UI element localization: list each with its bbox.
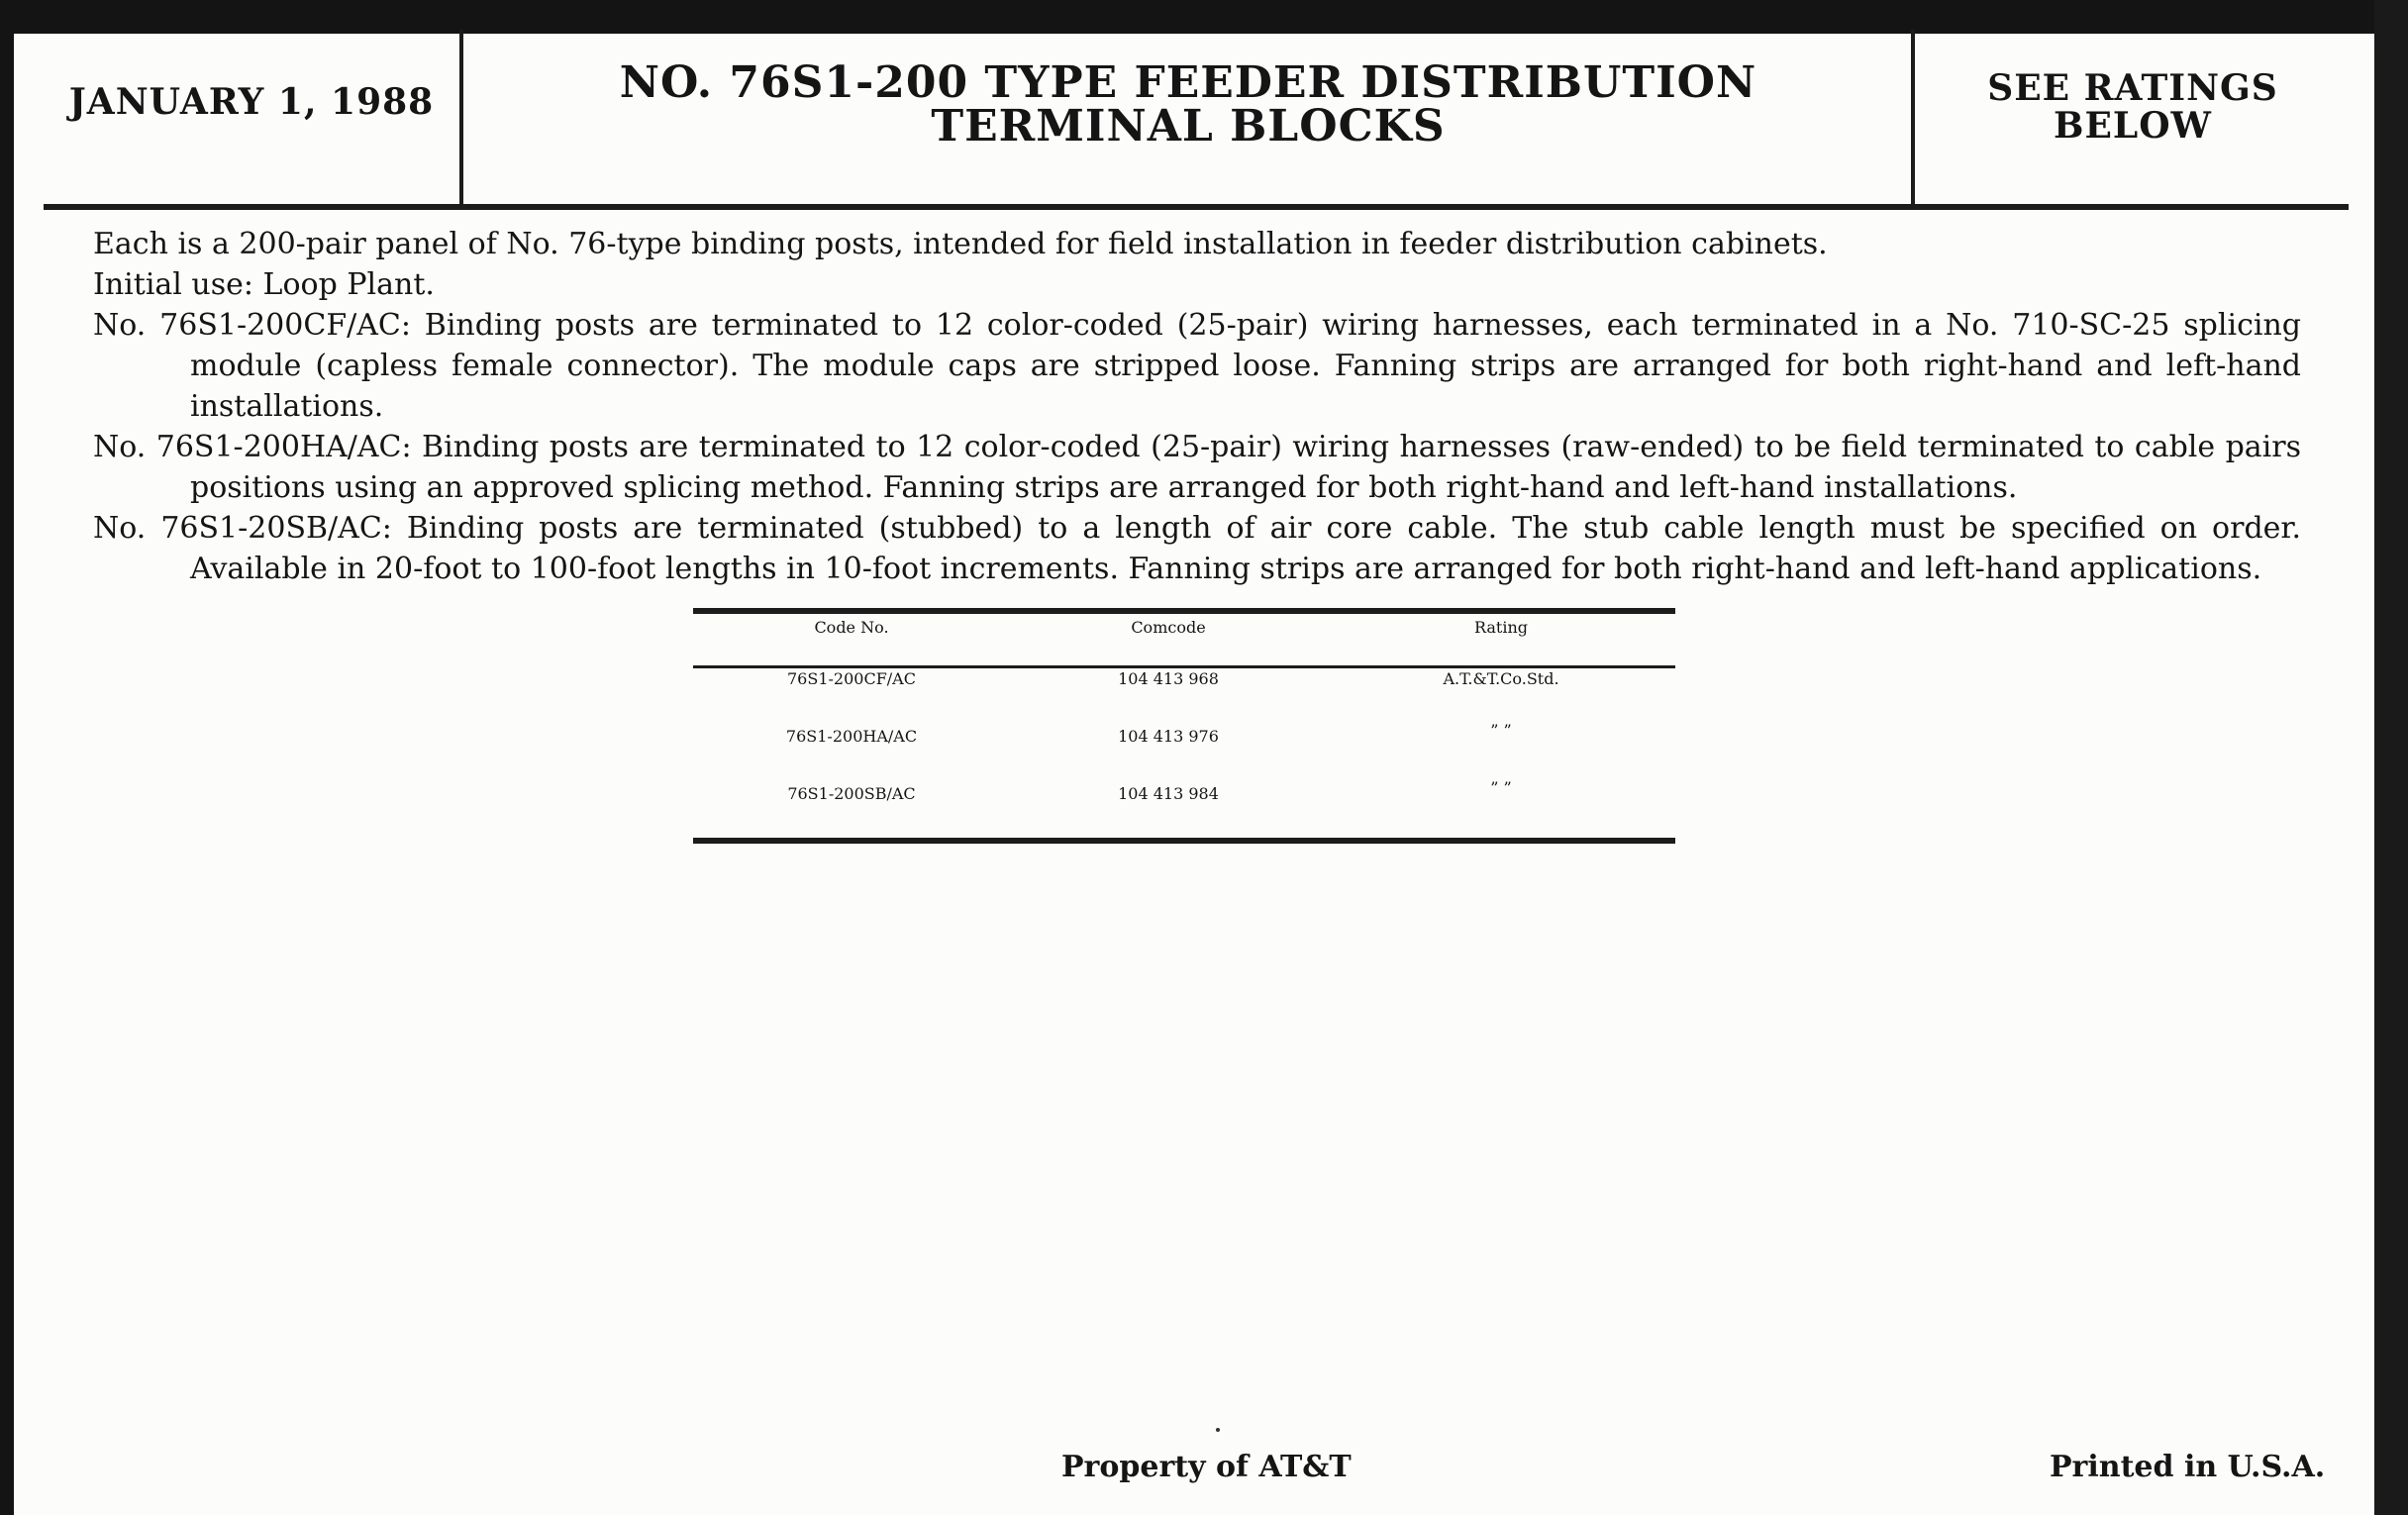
table-header-code: Code No. — [814, 618, 889, 637]
title-line-1: NO. 76S1-200 TYPE FEEDER DISTRIBUTION — [619, 57, 1757, 108]
rating-line-1: SEE RATINGS — [1987, 67, 2278, 109]
table-cell-code: 76S1-200SB/AC — [787, 784, 916, 803]
header-divider-left — [459, 30, 463, 208]
table-cell-code: 76S1-200CF/AC — [787, 669, 916, 688]
table-cell-code: 76S1-200HA/AC — [785, 727, 918, 746]
table-cell-rating: A.T.&T.Co.Std. — [1443, 669, 1559, 688]
table-header-comcode: Comcode — [1131, 618, 1206, 637]
cf-paragraph: No. 76S1-200CF/AC: Binding posts are terminated to 12 color-coded (25-pair) wiring harnesses, each terminated in a No. 710-SC-25 splicing module (capless female connector). The module caps are stripped loose. Fanning strips are arranged for both right-hand and left-hand installations. — [93, 308, 2301, 424]
initial-use-paragraph: Initial use: Loop Plant. — [93, 267, 435, 302]
speck — [1216, 1428, 1220, 1432]
table-top-rule — [693, 608, 1675, 614]
sb-paragraph: No. 76S1-20SB/AC: Binding posts are terminated (stubbed) to a length of air core cable. The stub cable length must be specified on order. Available in 20-foot to 100-foot lengths in 10-foot increments. Fanning strips are arranged for both right-hand and left-hand applications. — [93, 511, 2301, 586]
title-line-2: TERMINAL BLOCKS — [931, 101, 1446, 152]
scan-edge — [2374, 0, 2408, 1515]
header-rating — [1917, 69, 2349, 145]
table-cell-comcode: 104 413 984 — [1118, 784, 1219, 803]
header-date: JANUARY 1, 1988 — [68, 81, 435, 123]
description-body — [93, 224, 2301, 589]
header-rule — [44, 204, 2349, 210]
footer-printed: Printed in U.S.A. — [2050, 1450, 2326, 1484]
table-header-rating: Rating — [1473, 618, 1529, 637]
table-cell-rating: ” ” — [1490, 721, 1512, 740]
rating-line-2: BELOW — [2054, 105, 2212, 147]
description-paragraph: Each is a 200-pair panel of No. 76-type binding posts, intended for field installation in feeder distribution cabinets. — [93, 227, 1828, 261]
header-divider-right — [1911, 30, 1915, 208]
table-header-rule — [693, 665, 1675, 668]
table-bottom-rule — [693, 838, 1675, 844]
table-cell-comcode: 104 413 968 — [1118, 669, 1219, 688]
footer-property: Property of AT&T — [1061, 1450, 1352, 1484]
page-title — [465, 57, 1911, 152]
ha-paragraph: No. 76S1-200HA/AC: Binding posts are terminated to 12 color-coded (25-pair) wiring harnesses (raw-ended) to be field terminated to cable pairs positions using an approved splicing method. Fanning strips are arranged for both right-hand and left-hand installations. — [93, 430, 2301, 505]
table-cell-comcode: 104 413 976 — [1118, 727, 1219, 746]
table-cell-rating: ” ” — [1490, 778, 1512, 797]
